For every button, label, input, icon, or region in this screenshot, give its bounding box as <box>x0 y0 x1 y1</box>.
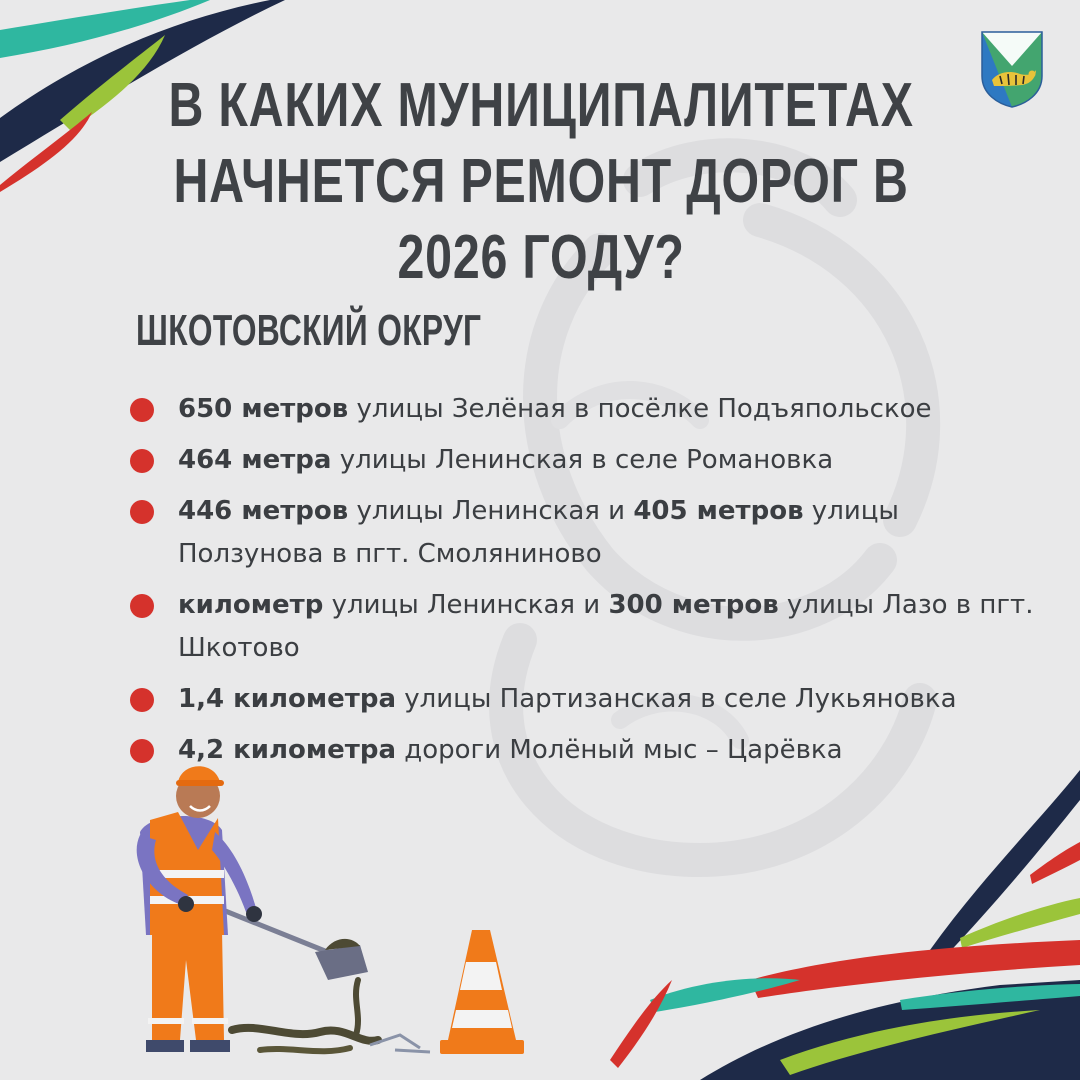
title-line-1: В КАКИХ МУНИЦИПАЛИТЕТАХ <box>168 71 914 140</box>
item-highlight: 1,4 километра <box>178 684 396 714</box>
item-highlight: 446 метров <box>178 496 349 526</box>
item-highlight: 650 метров <box>178 394 349 424</box>
item-text: улицы Ленинская в селе Романовка <box>331 445 834 475</box>
item-highlight: 4,2 километра <box>178 735 396 765</box>
item-text: улицы Зелёная в посёлке Подъяпольское <box>348 394 932 424</box>
title-line-2: НАЧНЕТСЯ РЕМОНТ ДОРОГ В 2026 ГОДУ? <box>173 147 909 292</box>
item-text: улицы Ленинская и <box>323 590 609 620</box>
item-highlight: километр <box>178 590 324 620</box>
item-highlight: 300 метров <box>608 590 779 620</box>
item-text: улицы Ползунова в пгт. Смоляниново <box>178 496 899 569</box>
item-highlight: 405 метров <box>633 496 804 526</box>
item-text: улицы Лазо в пгт. Шкотово <box>178 590 1034 663</box>
item-text: улицы Партизанская в селе Лукьяновка <box>396 684 957 714</box>
item-text: дороги Молёный мыс – Царёвка <box>396 735 843 765</box>
section-title: ШКОТОВСКИЙ ОКРУГ <box>136 306 482 355</box>
item-text: улицы Ленинская и <box>348 496 634 526</box>
item-highlight: 464 метра <box>178 445 332 475</box>
